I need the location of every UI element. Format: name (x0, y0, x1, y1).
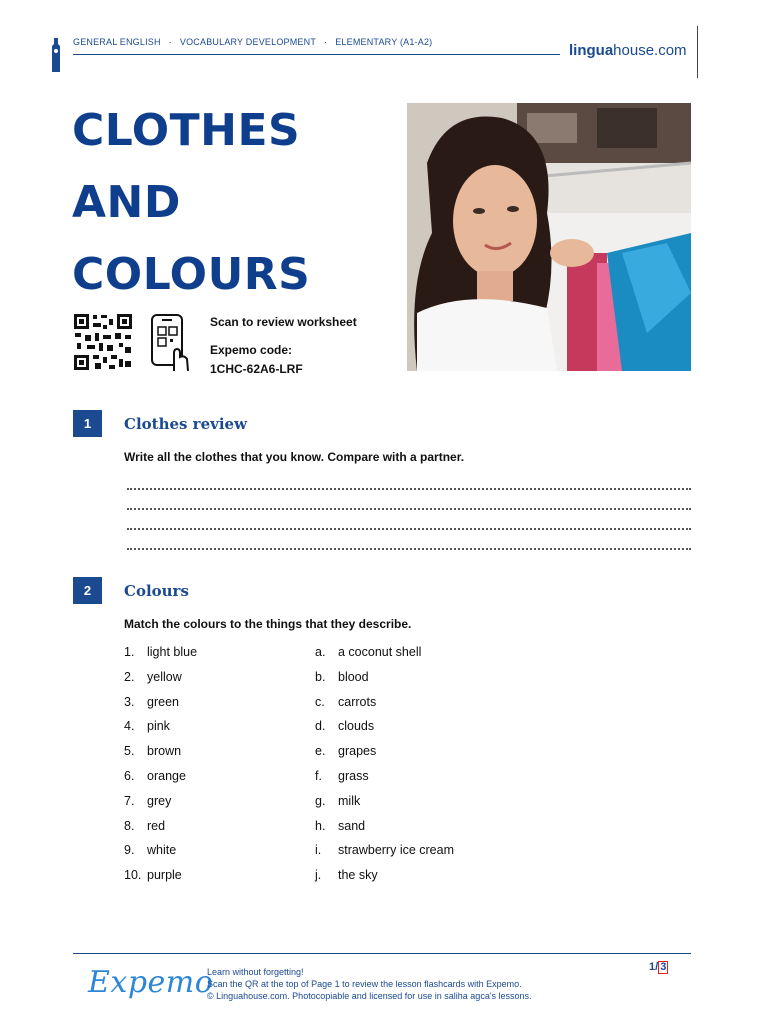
qr-code-icon[interactable] (73, 313, 133, 371)
colours-list (124, 645, 197, 893)
list-item: 4. pink (124, 719, 170, 734)
breadcrumb-vocabulary: VOCABULARY DEVELOPMENT (179, 37, 317, 47)
page-total-link[interactable]: 3 (660, 961, 667, 973)
linguahouse-logo: linguahouse.com (569, 42, 687, 59)
list-item: e. grapes (315, 744, 377, 759)
section-2-instruction: Match the colours to the things that they describe. (124, 617, 412, 631)
breadcrumb-level: ELEMENTARY (A1-A2) (335, 37, 433, 47)
list-item: 1. light blue (124, 645, 198, 659)
title-line-2: AND (72, 177, 181, 228)
list-item: i. strawberry ice cream (315, 843, 454, 858)
list-item: g. milk (315, 793, 361, 808)
title-line-3: COLOURS (72, 249, 311, 300)
page-title (72, 95, 392, 311)
section-2-number: 2 (73, 577, 102, 604)
breadcrumb-general-english: GENERAL ENGLISH (73, 37, 161, 47)
list-item: c. carrots (315, 694, 377, 709)
footer-copyright: © Linguahouse.com. Photocopiable and licensed for use in saliha agca's lessons. (207, 991, 532, 1001)
list-item: 2. yellow (124, 669, 182, 684)
list-item: b. blood (315, 669, 369, 684)
header-vertical-rule (697, 26, 698, 78)
list-item: d. clouds (315, 719, 375, 734)
list-item: 3. green (124, 694, 179, 709)
footer-tagline: Learn without forgetting! (207, 967, 304, 977)
scan-label: Scan to review worksheet (210, 315, 357, 329)
answer-line-1[interactable] (127, 488, 691, 490)
section-1-number: 1 (73, 410, 102, 437)
list-item: a. a coconut shell (315, 645, 422, 659)
section-1-instruction: Write all the clothes that you know. Compare with a partner. (124, 450, 465, 464)
phone-scan-icon (150, 313, 192, 371)
page-header (0, 0, 768, 80)
list-item: h. sand (315, 818, 366, 833)
list-item: 9. white (124, 843, 177, 858)
list-item: j. the sky (315, 868, 378, 883)
woman-shopping-photo (407, 103, 691, 371)
expemo-code-label: Expemo code: (210, 343, 293, 357)
answer-line-4[interactable] (127, 548, 691, 550)
list-item: 8. red (124, 818, 166, 833)
things-list (315, 645, 454, 893)
header-divider (73, 54, 560, 55)
list-item: f. grass (315, 768, 369, 783)
list-item: 7. grey (124, 793, 172, 808)
list-item: 10. purple (124, 868, 182, 883)
footer-scan-note: Scan the QR at the top of Page 1 to review the lesson flashcards with Expemo. (207, 979, 522, 989)
list-item: 6. orange (124, 768, 186, 783)
expemo-code: 1CHC-62A6-LRF (210, 362, 303, 376)
answer-line-2[interactable] (127, 508, 691, 510)
section-1-title: Clothes review (124, 415, 248, 433)
title-line-1: CLOTHES (72, 105, 301, 156)
answer-line-3[interactable] (127, 528, 691, 530)
big-ben-icon (50, 38, 62, 72)
scan-info (210, 313, 357, 379)
footer-text (207, 966, 532, 1002)
breadcrumb: GENERAL ENGLISH · VOCABULARY DEVELOPMENT · ELEMENTARY (A1-A2) (73, 37, 433, 47)
expemo-logo[interactable]: Expemo (88, 965, 214, 1000)
section-2-title: Colours (124, 582, 189, 600)
page-number: 1/ 3 (649, 961, 667, 973)
footer-divider (73, 953, 691, 954)
list-item: 5. brown (124, 744, 182, 759)
